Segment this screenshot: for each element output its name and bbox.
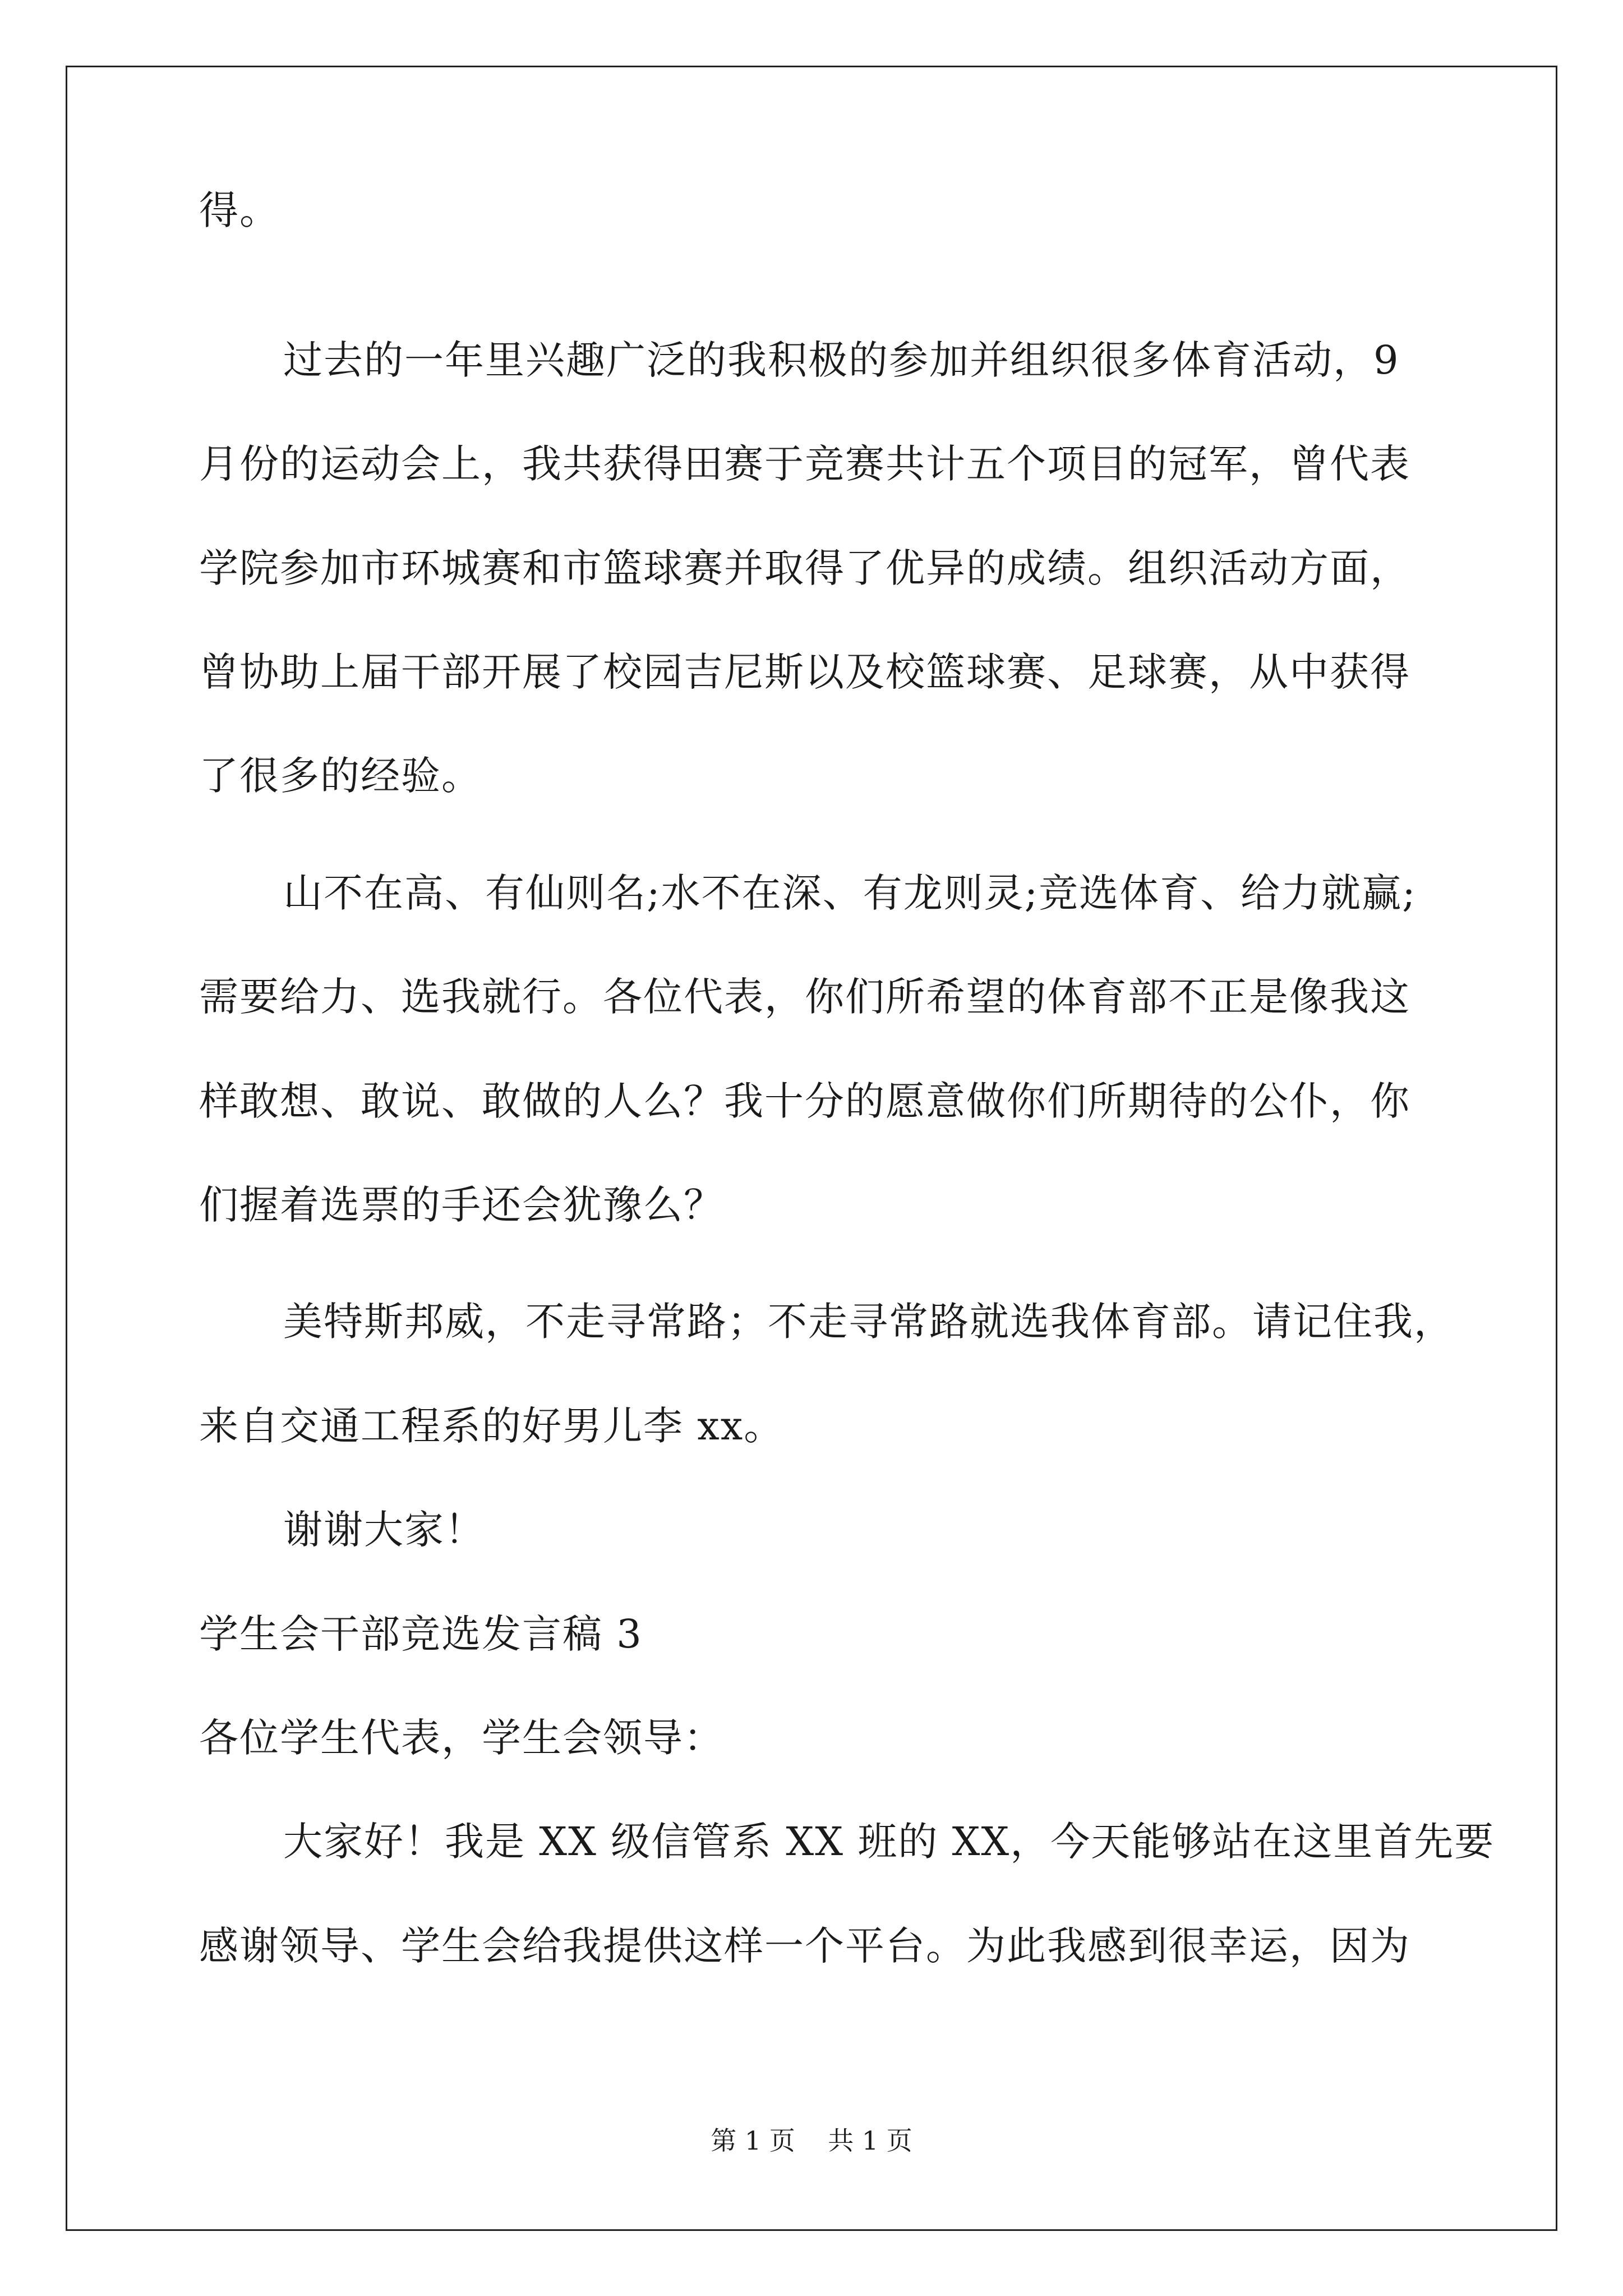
page-border — [66, 66, 1557, 2231]
text-line: 美特斯邦威，不走寻常路；不走寻常路就选我体育部。请记住我， — [283, 1299, 1454, 1345]
text-line: 感谢领导、学生会给我提供这样一个平台。为此我感到很幸运，因为 — [199, 1923, 1410, 1969]
text-line: 月份的运动会上，我共获得田赛于竞赛共计五个项目的冠军，曾代表 — [199, 441, 1410, 487]
page-footer: 第 1 页 共 1 页 — [711, 2125, 912, 2156]
text-line: 来自交通工程系的好男儿李 xx。 — [199, 1403, 785, 1449]
text-line: 谢谢大家！ — [283, 1507, 485, 1553]
text-line: 得。 — [199, 187, 280, 233]
text-line: 山不在高、有仙则名;水不在深、有龙则灵;竞选体育、给力就赢; — [283, 870, 1417, 916]
text-line: 需要给力、选我就行。各位代表，你们所希望的体育部不正是像我这 — [199, 974, 1410, 1020]
text-line: 曾协助上届干部开展了校园吉尼斯以及校篮球赛、足球赛，从中获得 — [199, 649, 1410, 695]
section-heading: 学生会干部竞选发言稿 3 — [199, 1611, 643, 1657]
text-line: 了很多的经验。 — [199, 753, 482, 799]
text-line: 们握着选票的手还会犹豫么？ — [199, 1182, 724, 1228]
text-line: 大家好！我是 XX 级信管系 XX 班的 XX，今天能够站在这里首先要 — [283, 1819, 1495, 1865]
text-line: 学院参加市环城赛和市篮球赛并取得了优异的成绩。组织活动方面， — [199, 545, 1410, 591]
salutation: 各位学生代表，学生会领导： — [199, 1715, 724, 1761]
text-line: 过去的一年里兴趣广泛的我积极的参加并组织很多体育活动，9 — [283, 337, 1400, 383]
text-line: 样敢想、敢说、敢做的人么？我十分的愿意做你们所期待的公仆，你 — [199, 1078, 1410, 1124]
